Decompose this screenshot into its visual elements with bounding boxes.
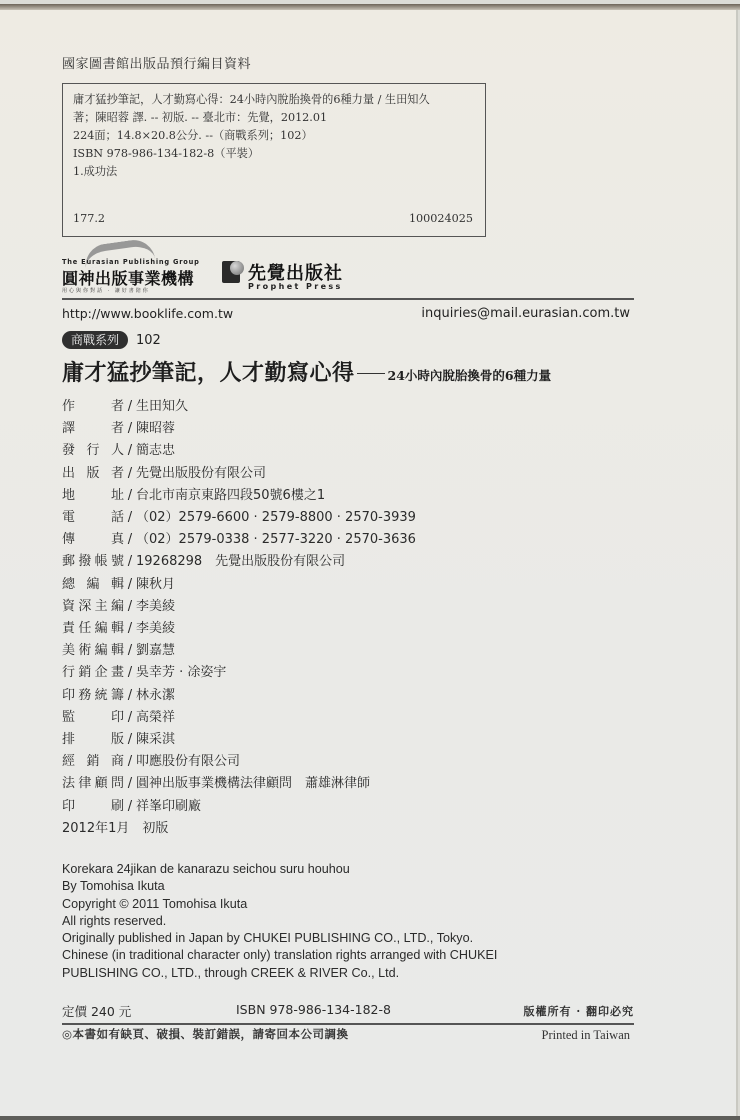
credit-value: 劉嘉慧	[136, 643, 176, 659]
cip-classification: 177.2	[73, 212, 106, 225]
credit-label: 總編輯	[62, 576, 124, 592]
credit-value: 19268298 先覺出版股份有限公司	[136, 554, 346, 570]
credit-label: 經銷商	[62, 754, 124, 770]
english-line: Originally published in Japan by CHUKEI PUBLISHING CO., LTD., Tokyo.	[62, 931, 474, 946]
english-line: Chinese (in traditional character only) translation rights arranged with CHUKEI	[62, 948, 498, 963]
english-line: PUBLISHING CO., LTD., through CREEK & RIVER Co., Ltd.	[62, 965, 400, 980]
title-subtitle: 24小時內脫胎換骨的6種力量	[387, 368, 552, 383]
credit-value: 叩應股份有限公司	[136, 754, 241, 770]
credit-value: 圓神出版事業機構法律顧問 蕭雄淋律師	[136, 776, 371, 792]
credit-value: 李美綾	[136, 598, 176, 614]
separator: /	[127, 421, 133, 437]
credit-row	[62, 751, 416, 773]
credit-label: 地址	[62, 487, 124, 503]
credit-value: 先覺出版股份有限公司	[136, 465, 267, 481]
printed-in: Printed in Taiwan	[541, 1028, 630, 1042]
divider	[62, 298, 634, 300]
english-line: Korekara 24jikan de kanarazu seichou suru houhou	[62, 862, 350, 876]
cip-record-box	[62, 83, 486, 237]
credit-label: 電話	[62, 510, 124, 526]
credit-label: 發行人	[62, 443, 124, 459]
separator: /	[127, 598, 133, 614]
credit-label: 美術編輯	[62, 643, 124, 659]
cip-line: 著；陳昭蓉 譯. -- 初版. -- 臺北市：先覺，2012.01	[73, 111, 328, 124]
title-dash	[357, 373, 385, 375]
email-link[interactable]: inquiries@mail.eurasian.com.tw	[421, 306, 630, 321]
credit-value: 李美綾	[136, 621, 176, 637]
separator: /	[127, 798, 133, 814]
credit-row	[62, 729, 416, 751]
english-line: By Tomohisa Ikuta	[62, 879, 165, 894]
credit-row	[62, 551, 416, 573]
edition-line: 2012年1月 初版	[62, 820, 169, 836]
credit-label: 作者	[62, 399, 124, 414]
cip-line: ISBN 978-986-134-182-8（平裝）	[73, 147, 260, 160]
english-line: All rights reserved.	[62, 913, 167, 928]
credit-row	[62, 662, 416, 684]
publisher-logos	[62, 239, 642, 297]
separator: /	[127, 510, 133, 526]
credit-row	[62, 418, 416, 440]
separator: /	[127, 776, 133, 792]
prophet-chinese-name: 先覺出版社	[248, 263, 343, 284]
separator: /	[127, 554, 133, 570]
credit-label: 監印	[62, 709, 124, 725]
separator: /	[127, 643, 133, 659]
separator: /	[127, 443, 133, 459]
english-copyright-block	[62, 861, 497, 982]
separator: /	[127, 532, 133, 548]
series-badge: 商戰系列	[62, 331, 128, 349]
credit-label: 印刷	[62, 798, 124, 814]
page-bottom-edge	[0, 1116, 740, 1120]
title-main: 庸才猛抄筆記，人才勤寫心得	[62, 360, 355, 386]
credit-value: （02）2579-0338 · 2577-3220 · 2570-3636	[136, 532, 416, 548]
cip-heading: 國家圖書館出版品預行編目資料	[62, 57, 252, 72]
credit-row	[62, 574, 416, 596]
credit-row	[62, 463, 416, 485]
rights-notice: 版權所有 · 翻印必究	[523, 1005, 634, 1018]
separator: /	[127, 687, 133, 703]
cip-line: 224面；14.8×20.8公分. --（商戰系列；102）	[73, 129, 313, 142]
credit-row	[62, 485, 416, 507]
divider	[62, 1023, 634, 1025]
copyright-page	[0, 4, 738, 1116]
credit-value: 陳采淇	[136, 732, 176, 748]
separator: /	[127, 732, 133, 748]
separator: /	[127, 465, 133, 481]
credit-label: 行銷企畫	[62, 665, 124, 681]
separator: /	[127, 754, 133, 770]
credit-label: 資深主編	[62, 598, 124, 614]
credit-label: 郵撥帳號	[62, 554, 124, 570]
defect-notice: ◎本書如有缺頁、破損、裝訂錯誤，請寄回本公司調換	[62, 1027, 349, 1041]
credit-label: 傳真	[62, 532, 124, 548]
prophet-press-logo	[222, 257, 372, 297]
cip-line: 庸才猛抄筆記，人才勤寫心得：24小時內脫胎換骨的6種力量 / 生田知久	[73, 93, 430, 106]
credit-label: 責任編輯	[62, 621, 124, 637]
eurasian-chinese-name: 圓神出版事業機構	[62, 269, 195, 288]
credit-value: 台北市南京東路四段50號6樓之1	[136, 487, 326, 503]
eurasian-logo	[62, 239, 222, 297]
page-top-edge	[0, 4, 740, 10]
credit-value: 陳昭蓉	[136, 421, 176, 437]
cip-line: 1.成功法	[73, 165, 118, 178]
separator: /	[127, 621, 133, 637]
separator: /	[127, 576, 133, 592]
price: 定價 240 元	[62, 1004, 132, 1019]
separator: /	[127, 487, 133, 503]
credit-row	[62, 707, 416, 729]
separator: /	[127, 399, 133, 414]
credit-value: 林永潔	[136, 687, 176, 703]
credits-list	[62, 396, 416, 840]
separator: /	[127, 665, 133, 681]
eurasian-tagline: 用心與你對話 · 讓好書陪你	[62, 288, 150, 294]
credit-row	[62, 685, 416, 707]
separator: /	[127, 709, 133, 725]
website-link[interactable]: http://www.booklife.com.tw	[62, 306, 234, 321]
prophet-english-name: Prophet Press	[248, 282, 343, 291]
prophet-ball-icon	[230, 261, 244, 275]
credit-row	[62, 618, 416, 640]
series-number: 102	[136, 332, 161, 348]
credit-row	[62, 440, 416, 462]
credit-value: 高榮祥	[136, 709, 176, 725]
credit-label: 印務統籌	[62, 687, 124, 703]
book-title	[62, 356, 551, 387]
eurasian-english-name: The Eurasian Publishing Group	[62, 258, 200, 266]
credit-row	[62, 507, 416, 529]
credit-value: 陳秋月	[136, 576, 176, 592]
credit-label: 排版	[62, 732, 124, 748]
credit-value: 生田知久	[136, 399, 189, 414]
credit-value: 吳幸芳 · 凃姿宇	[136, 665, 227, 681]
series-info	[62, 331, 161, 349]
credit-row	[62, 796, 416, 818]
credit-row	[62, 773, 416, 795]
credit-row	[62, 529, 416, 551]
cip-record-number: 100024025	[408, 212, 473, 225]
english-line: Copyright © 2011 Tomohisa Ikuta	[62, 896, 248, 911]
credit-label: 譯者	[62, 421, 124, 437]
price-row	[62, 1002, 634, 1022]
isbn: ISBN 978-986-134-182-8	[236, 1002, 391, 1017]
credit-row	[62, 596, 416, 618]
credit-label: 法律顧問	[62, 776, 124, 792]
credit-value: 簡志忠	[136, 443, 176, 459]
credit-row	[62, 640, 416, 662]
credit-label: 出版者	[62, 465, 124, 481]
credit-value: （02）2579-6600 · 2579-8800 · 2570-3939	[136, 510, 416, 526]
credit-value: 祥峯印刷廠	[136, 798, 202, 814]
credit-row	[62, 396, 416, 418]
